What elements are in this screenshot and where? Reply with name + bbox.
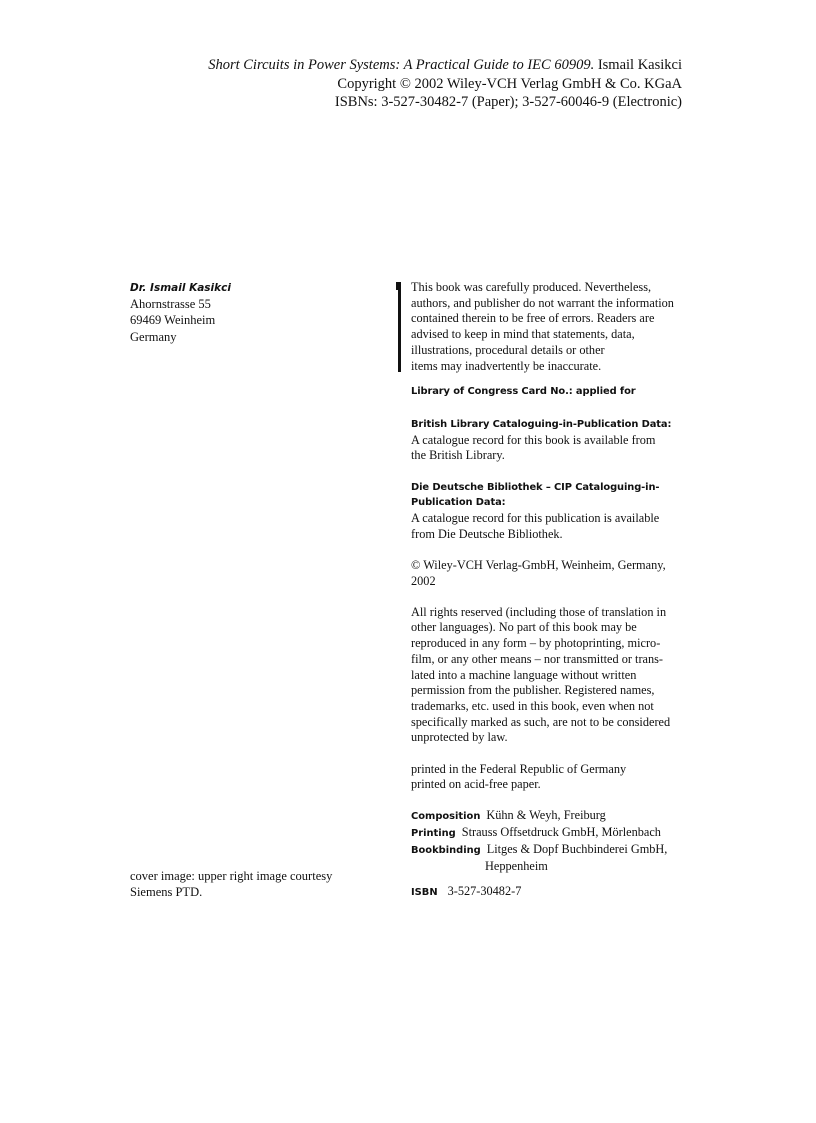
production-credits: [411, 808, 691, 874]
rights-line: lated into a machine language without written: [411, 667, 637, 682]
author-name: Dr. Ismail Kasikci: [130, 282, 231, 294]
composition-row: [411, 808, 691, 825]
isbn-value: 3-527-30482-7: [447, 884, 522, 898]
rights-line: trademarks, etc. used in this book, even when not: [411, 698, 654, 713]
header-title-line: [208, 56, 682, 75]
printed-notice: [411, 762, 691, 793]
bracket-mark: [396, 282, 402, 372]
header-copyright: Copyright © 2002 Wiley-VCH Verlag GmbH & Co. KGaA: [337, 75, 682, 92]
header-author: Ismail Kasikci: [594, 57, 682, 73]
book-title: Short Circuits in Power Systems: A Practical Guide to IEC 60909.: [208, 57, 595, 73]
rights-line: permission from the publisher. Registered names,: [411, 683, 655, 698]
british-library-line: A catalogue record for this book is available from: [411, 432, 656, 447]
disclaimer-line: illustrations, procedural details or other: [411, 342, 605, 357]
isbn-label: ISBN: [411, 887, 438, 898]
disclaimer: [411, 280, 691, 374]
british-library-label: British Library Cataloguing-in-Publication Data:: [411, 418, 672, 430]
rights-line: All rights reserved (including those of translation in: [411, 604, 667, 619]
deutsche-bibliothek-line: A catalogue record for this publication is available: [411, 510, 660, 525]
composition-label: Composition: [411, 811, 481, 823]
bookbinding-label: Bookbinding: [411, 844, 481, 856]
copyright-line: © Wiley-VCH Verlag-GmbH, Weinheim, Germany,: [411, 557, 666, 572]
disclaimer-line: advised to keep in mind that statements, data,: [411, 327, 635, 342]
printing-value: Strauss Offsetdruck GmbH, Mörlenbach: [461, 825, 661, 840]
rights-line: reproduced in any form – by photoprinting, micro-: [411, 636, 661, 651]
deutsche-bibliothek-line: from Die Deutsche Bibliothek.: [411, 526, 563, 541]
printed-line: printed on acid-free paper.: [411, 777, 541, 792]
printing-label: Printing: [411, 828, 456, 840]
rights-line: specifically marked as such, are not to be considered: [411, 714, 671, 729]
imprint-column: [411, 280, 691, 874]
printing-row: [411, 825, 691, 842]
british-library: [411, 417, 691, 464]
composition-value: Kühn & Weyh, Freiburg: [486, 808, 606, 823]
page-header: [208, 56, 682, 112]
deutsche-bibliothek: [411, 480, 691, 543]
british-library-line: the British Library.: [411, 448, 505, 463]
rights-line: other languages). No part of this book may be: [411, 620, 637, 635]
author-address: [130, 280, 231, 345]
author-street: Ahornstrasse 55: [130, 297, 211, 312]
rights-line: film, or any other means – nor transmitted or trans-: [411, 651, 664, 666]
bookbinding-value-continued: Heppenheim: [485, 858, 548, 873]
disclaimer-line: contained therein to be free of errors. Readers are: [411, 311, 655, 326]
copyright-notice: [411, 558, 691, 589]
cover-credit-line: Siemens PTD.: [130, 885, 203, 900]
isbn-row: [411, 884, 521, 899]
loc-label: Library of Congress Card No.: applied for: [411, 386, 636, 398]
rights-line: unprotected by law.: [411, 730, 508, 745]
disclaimer-line: items may inadvertently be inaccurate.: [411, 358, 602, 373]
author-city: 69469 Weinheim: [130, 313, 216, 328]
disclaimer-line: This book was carefully produced. Nevertheless,: [411, 280, 652, 294]
deutsche-bibliothek-label: Die Deutsche Bibliothek – CIP Cataloguing-in-: [411, 481, 660, 493]
cover-image-credit: [130, 868, 332, 900]
rights-notice: [411, 605, 691, 746]
bookbinding-row: [411, 842, 691, 859]
author-country: Germany: [130, 329, 177, 344]
bookbinding-row-continued: [411, 859, 691, 875]
deutsche-bibliothek-label: Publication Data:: [411, 497, 506, 509]
disclaimer-line: authors, and publisher do not warrant the information: [411, 295, 674, 310]
copyright-line: 2002: [411, 573, 436, 588]
bookbinding-value: Litges & Dopf Buchbinderei GmbH,: [486, 841, 668, 856]
printed-line: printed in the Federal Republic of Germany: [411, 761, 627, 776]
header-isbns: ISBNs: 3-527-30482-7 (Paper); 3-527-60046-9 (Electronic): [334, 94, 682, 110]
cover-credit-line: cover image: upper right image courtesy: [130, 869, 333, 883]
library-of-congress: [411, 384, 691, 400]
